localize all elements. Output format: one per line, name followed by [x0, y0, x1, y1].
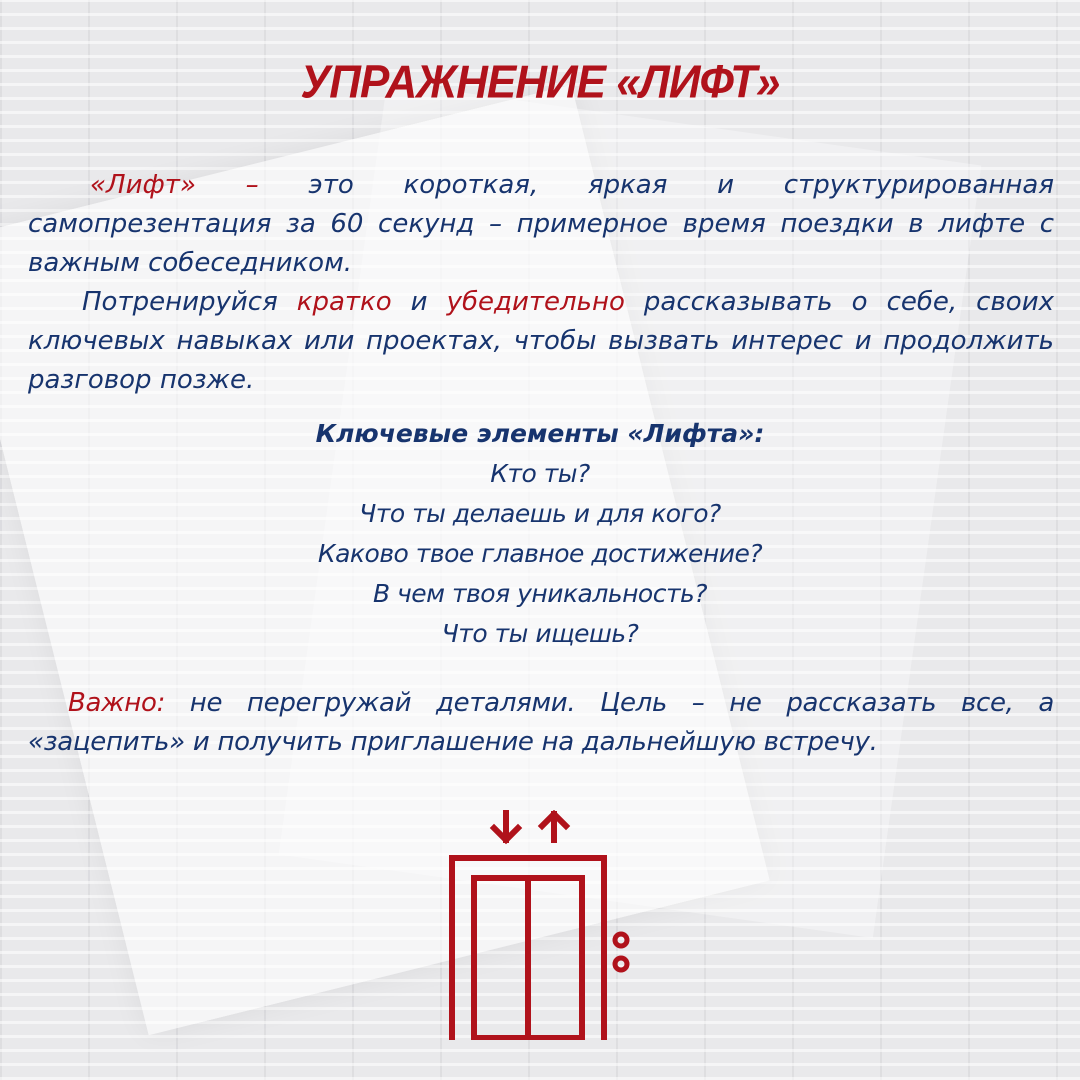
practice-text-1: Потренируйся: [82, 287, 297, 317]
elevator-button-down: [615, 958, 627, 970]
key-element-item: В чем твоя уникальность?: [372, 579, 708, 608]
intro-term: «Лифт» –: [90, 170, 259, 200]
important-label: Важно:: [68, 688, 166, 718]
important-text: не перегружай деталями. Цель – не рассказать все, а «зацепить» и получить приглашение на дальнейшую встречу.: [28, 688, 1054, 757]
key-element-item: Кто ты?: [490, 459, 590, 488]
important-paragraph: [28, 684, 1054, 762]
intro-text: это короткая, яркая и структурированная самопрезентация за 60 секунд – примерное время поездки в лифте с важным собеседником.: [28, 170, 1054, 278]
practice-highlight-1: кратко: [296, 287, 392, 317]
key-elements-block: [0, 414, 1080, 654]
arrow-up-icon: [542, 814, 566, 840]
arrow-down-icon: [494, 812, 518, 840]
key-element-item: Что ты делаешь и для кого?: [359, 499, 721, 528]
key-element-item: Что ты ищешь?: [441, 619, 639, 648]
key-elements-heading: Ключевые элементы «Лифта»:: [315, 419, 765, 448]
page-title: УПРАЖНЕНИЕ «ЛИФТ»: [300, 56, 780, 109]
intro-paragraph: [28, 166, 1054, 283]
practice-highlight-2: убедительно: [446, 287, 625, 317]
elevator-icon: [440, 810, 640, 1040]
practice-text-2: и: [391, 287, 447, 317]
key-element-item: Каково твое главное достижение?: [317, 539, 763, 568]
elevator-button-up: [615, 934, 627, 946]
practice-paragraph: [28, 283, 1054, 400]
practice-text-3: рассказывать о себе, своих ключевых навыках или проектах, чтобы вызвать интерес и продолжить разговор позже.: [28, 287, 1054, 395]
